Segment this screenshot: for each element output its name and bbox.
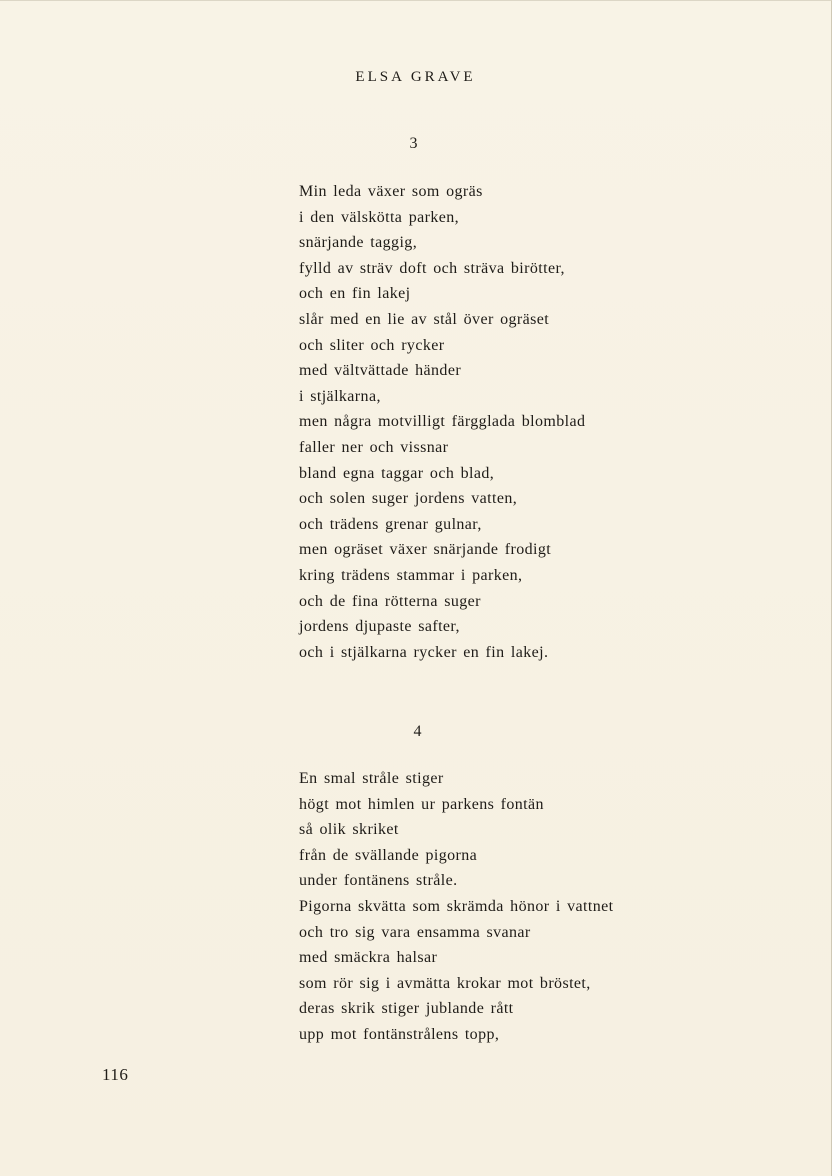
poem-line: Pigorna skvätta som skrämda hönor i vattnet: [299, 897, 614, 915]
poem-line: men några motvilligt färgglada blomblad: [299, 413, 586, 431]
poem-line: i stjälkarna,: [299, 387, 381, 405]
poem-line: högt mot himlen ur parkens fontän: [299, 795, 544, 813]
poem-line: Min leda växer som ogräs: [299, 183, 483, 200]
poem-line: så olik skriket: [299, 821, 399, 839]
poem-number: 3: [409, 135, 418, 152]
poem-number: 4: [413, 723, 422, 740]
page-number: 116: [102, 1065, 129, 1084]
running-head-author: ELSA GRAVE: [355, 69, 476, 85]
poem-line: med vältvättade händer: [299, 362, 462, 380]
poem-line: och solen suger jordens vatten,: [299, 490, 518, 508]
poem-line: jordens djupaste safter,: [299, 618, 460, 636]
poem-line: och de fina rötterna suger: [299, 592, 481, 610]
poem-line: bland egna taggar och blad,: [299, 464, 495, 482]
poem-line: och i stjälkarna rycker en fin lakej.: [299, 643, 549, 661]
poem-4-text: [299, 766, 613, 1048]
poem-line: snärjande taggig,: [299, 234, 418, 252]
poem-line: i den välskötta parken,: [299, 208, 460, 226]
poem-line: En smal stråle stiger: [299, 770, 444, 787]
poem-line: fylld av sträv doft och sträva birötter,: [299, 259, 565, 277]
poem-3-text: [299, 179, 585, 665]
poem-line: slår med en lie av stål över ogräset: [299, 310, 550, 328]
poem-line: men ogräset växer snärjande frodigt: [299, 541, 552, 559]
poem-line: som rör sig i avmätta krokar mot bröstet,: [299, 974, 591, 992]
poem-line: och en fin lakej: [299, 285, 411, 303]
poem-line: från de svällande pigorna: [299, 846, 478, 864]
poem-line: med smäckra halsar: [299, 949, 438, 967]
poem-line: och sliter och rycker: [299, 336, 445, 354]
poem-line: kring trädens stammar i parken,: [299, 566, 523, 584]
poem-line: under fontänens stråle.: [299, 872, 458, 890]
poem-line: upp mot fontänstrålens topp,: [299, 1025, 500, 1043]
poem-line: och trädens grenar gulnar,: [299, 515, 482, 533]
poem-line: deras skrik stiger jublande rått: [299, 1000, 514, 1018]
poem-line: och tro sig vara ensamma svanar: [299, 923, 531, 941]
poem-line: faller ner och vissnar: [299, 438, 449, 456]
